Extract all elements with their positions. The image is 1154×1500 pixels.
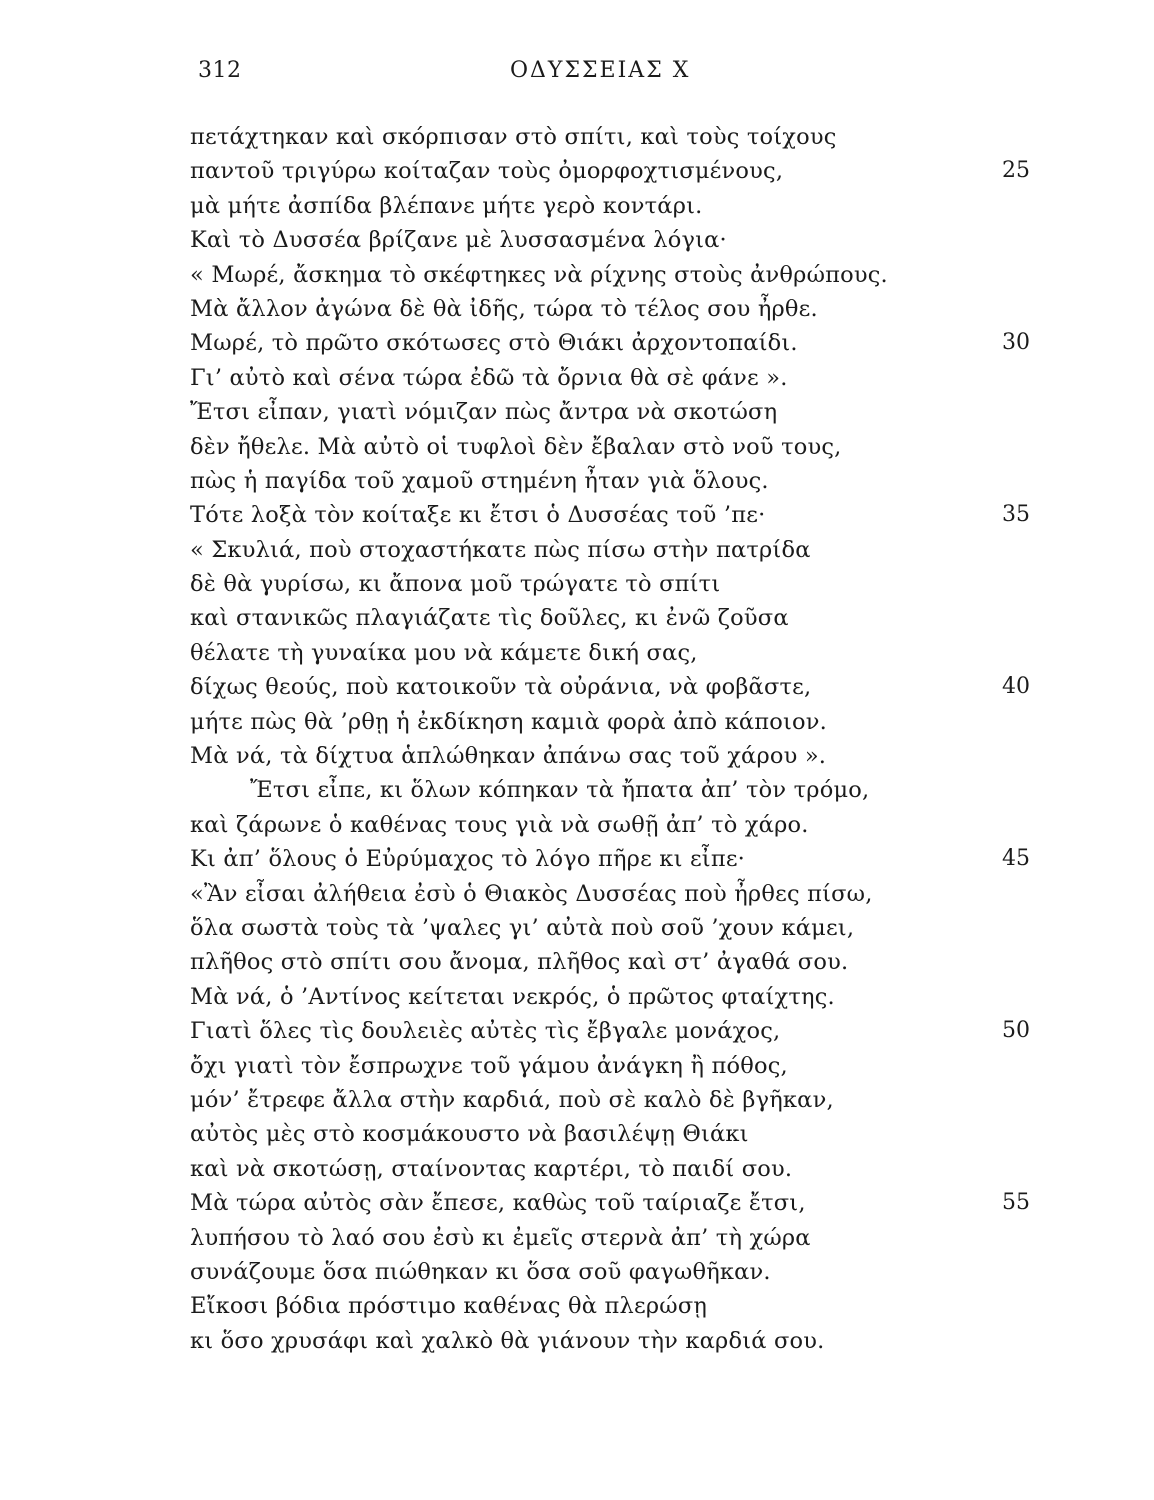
book-title: ΟΔΥΣΣΕΙΑΣ Χ xyxy=(510,58,691,83)
verse-line-text: μόν’ ἔτρεφε ἄλλα στὴν καρδιά, ποὺ σὲ καλὸ δὲ βγῆκαν, xyxy=(190,1086,834,1113)
verse-line-text: Γιατὶ ὅλες τὶς δουλειὲς αὐτὲς τὶς ἔβγαλε μονάχος, xyxy=(190,1018,781,1045)
verse-line xyxy=(190,1049,1030,1083)
page-number: 312 xyxy=(198,58,242,83)
verse-line-text: δὲ θὰ γυρίσω, κι ἄπονα μοῦ τρώγατε τὸ σπίτι xyxy=(190,571,721,598)
line-number: 40 xyxy=(1002,674,1030,700)
verse-line-text: λυπήσου τὸ λαό σου ἐσὺ κι ἐμεῖς στερνὰ ἀπ’ τὴ χώρα xyxy=(190,1224,811,1251)
verse-line xyxy=(190,189,1030,223)
line-number: 35 xyxy=(1002,502,1030,528)
verse-line-text: « Σκυλιά, ποὺ στοχαστήκατε πὼς πίσω στὴν πατρίδα xyxy=(190,536,811,563)
verse-line xyxy=(190,533,1030,567)
verse-line xyxy=(190,945,1030,979)
verse-line-text: ὄχι γιατὶ τὸν ἔσπρωχνε τοῦ γάμου ἀνάγκη ἢ πόθος, xyxy=(190,1052,788,1079)
verse-line-text: πὼς ἡ παγίδα τοῦ χαμοῦ στημένη ἦταν γιὰ ὅλους. xyxy=(190,467,769,494)
verse-line-text: συνάζουμε ὅσα πιώθηκαν κι ὅσα σοῦ φαγωθῆκαν. xyxy=(190,1258,771,1285)
verse-line xyxy=(190,601,1030,635)
verse-line xyxy=(190,808,1030,842)
verse-line-text: αὐτὸς μὲς στὸ κοσμάκουστο νὰ βασιλέψῃ Θιάκι xyxy=(190,1121,749,1148)
verse-line-text: πετάχτηκαν καὶ σκόρπισαν στὸ σπίτι, καὶ τοὺς τοίχους xyxy=(190,124,837,150)
verse-line xyxy=(190,292,1030,326)
verse-line-text: καὶ ζάρωνε ὁ καθένας τους γιὰ νὰ σωθῇ ἀπ’ τὸ χάρο. xyxy=(190,811,809,838)
verse-line xyxy=(190,395,1030,429)
verse-line xyxy=(190,1255,1030,1289)
verse-line xyxy=(190,1117,1030,1151)
verse-line xyxy=(190,705,1030,739)
verse-line xyxy=(190,1289,1030,1323)
verse-line xyxy=(190,154,1030,188)
verse-line xyxy=(190,842,1030,876)
verse-line xyxy=(190,1186,1030,1220)
verse-line-text: Μὰ νά, ὁ ’Αντίνος κείτεται νεκρός, ὁ πρῶτος φταίχτης. xyxy=(190,983,835,1010)
verse-line-text: καὶ νὰ σκοτώσῃ, σταίνοντας καρτέρι, τὸ παιδί σου. xyxy=(190,1155,793,1182)
verse-line xyxy=(190,1152,1030,1186)
verse-line xyxy=(190,670,1030,704)
verse-line xyxy=(190,739,1030,773)
verse-line-text: ὅλα σωστὰ τοὺς τὰ ’ψαλες γι’ αὐτὰ ποὺ σοῦ ’χουν κάμει, xyxy=(190,914,855,941)
verse-line xyxy=(190,464,1030,498)
verse-line xyxy=(190,120,1030,154)
verse-line xyxy=(190,773,1030,807)
verse-line xyxy=(190,1083,1030,1117)
verse-line-text: δὲν ἤθελε. Μὰ αὐτὸ οἱ τυφλοὶ δὲν ἔβαλαν στὸ νοῦ τους, xyxy=(190,433,842,460)
verse-line-text: μὰ μήτε ἀσπίδα βλέπανε μήτε γερὸ κοντάρι. xyxy=(190,192,703,219)
verse-line xyxy=(190,980,1030,1014)
verse-line xyxy=(190,877,1030,911)
verse-line xyxy=(190,911,1030,945)
verse-line-text: καὶ στανικῶς πλαγιάζατε τὶς δοῦλες, κι ἐνῶ ζοῦσα xyxy=(190,605,789,632)
verse-line-text: κι ὅσο χρυσάφι καὶ χαλκὸ θὰ γιάνουν τὴν καρδιά σου. xyxy=(190,1327,825,1354)
verse-line-text: Τότε λοξὰ τὸν κοίταξε κι ἔτσι ὁ Δυσσέας τοῦ ’πε· xyxy=(190,502,766,529)
verse-line-text: Καὶ τὸ Δυσσέα βρίζανε μὲ λυσσασμένα λόγια· xyxy=(190,227,727,254)
verse-line-text: Μὰ νά, τὰ δίχτυα ἁπλώθηκαν ἀπάνω σας τοῦ χάρου ». xyxy=(190,743,827,770)
verse-line xyxy=(190,498,1030,532)
line-number: 25 xyxy=(1002,158,1030,184)
line-number: 50 xyxy=(1002,1018,1030,1044)
verse-line-text: Εἴκοσι βόδια πρόστιμο καθένας θὰ πλερώσῃ xyxy=(190,1293,708,1320)
verse-line-text: « Μωρέ, ἄσκημα τὸ σκέφτηκες νὰ ρίχνης στοὺς ἀνθρώπους. xyxy=(190,261,888,288)
verse-line-text: θέλατε τὴ γυναίκα μου νὰ κάμετε δική σας, xyxy=(190,639,698,666)
verse-line-text: παντοῦ τριγύρω κοίταζαν τοὺς ὀμορφοχτισμένους, xyxy=(190,158,784,185)
verse-line xyxy=(190,636,1030,670)
line-number: 45 xyxy=(1002,846,1030,872)
line-number: 55 xyxy=(1002,1190,1030,1216)
verse-line xyxy=(190,223,1030,257)
verse-line xyxy=(190,361,1030,395)
verse-line-text: Μωρέ, τὸ πρῶτο σκότωσες στὸ Θιάκι ἀρχοντοπαίδι. xyxy=(190,330,798,357)
verse-line-text: Γι’ αὐτὸ καὶ σένα τώρα ἐδῶ τὰ ὄρνια θὰ σὲ φάνε ». xyxy=(190,364,788,391)
verse-line-text: Ἔτσι εἶπαν, γιατὶ νόμιζαν πὼς ἄντρα νὰ σκοτώση xyxy=(190,399,778,426)
verse-line-text: δίχως θεούς, ποὺ κατοικοῦν τὰ οὐράνια, νὰ φοβᾶστε, xyxy=(190,674,812,701)
verse-line xyxy=(190,430,1030,464)
verse-line-text: μήτε πὼς θὰ ’ρθῃ ἡ ἐκδίκηση καμιὰ φορὰ ἀπὸ κάποιον. xyxy=(190,708,827,735)
verse-line-text: Μὰ ἄλλον ἀγώνα δὲ θὰ ἰδῆς, τώρα τὸ τέλος σου ἦρθε. xyxy=(190,295,818,322)
verse-line-text: Κι ἀπ’ ὅλους ὁ Εὐρύμαχος τὸ λόγο πῆρε κι εἶπε· xyxy=(190,846,746,873)
verse-line xyxy=(190,1221,1030,1255)
verse-line-text: Μὰ τώρα αὐτὸς σὰν ἔπεσε, καθὼς τοῦ ταίριαζε ἔτσι, xyxy=(190,1190,806,1217)
verse-line xyxy=(190,1014,1030,1048)
verse-line-text: «Ἂν εἶσαι ἀλήθεια ἐσὺ ὁ Θιακὸς Δυσσέας ποὺ ἦρθες πίσω, xyxy=(190,880,873,907)
verse-line-text: πλῆθος στὸ σπίτι σου ἄνομα, πλῆθος καὶ στ’ ἀγαθά σου. xyxy=(190,949,849,976)
line-number: 30 xyxy=(1002,330,1030,356)
verse-line xyxy=(190,567,1030,601)
verse-line xyxy=(190,1324,1030,1358)
verse-text xyxy=(190,120,1030,1358)
verse-line xyxy=(190,258,1030,292)
verse-line xyxy=(190,326,1030,360)
verse-line-text: Ἔτσι εἶπε, κι ὅλων κόπηκαν τὰ ἤπατα ἀπ’ τὸν τρόμο, xyxy=(250,777,870,804)
running-head xyxy=(190,58,1030,88)
